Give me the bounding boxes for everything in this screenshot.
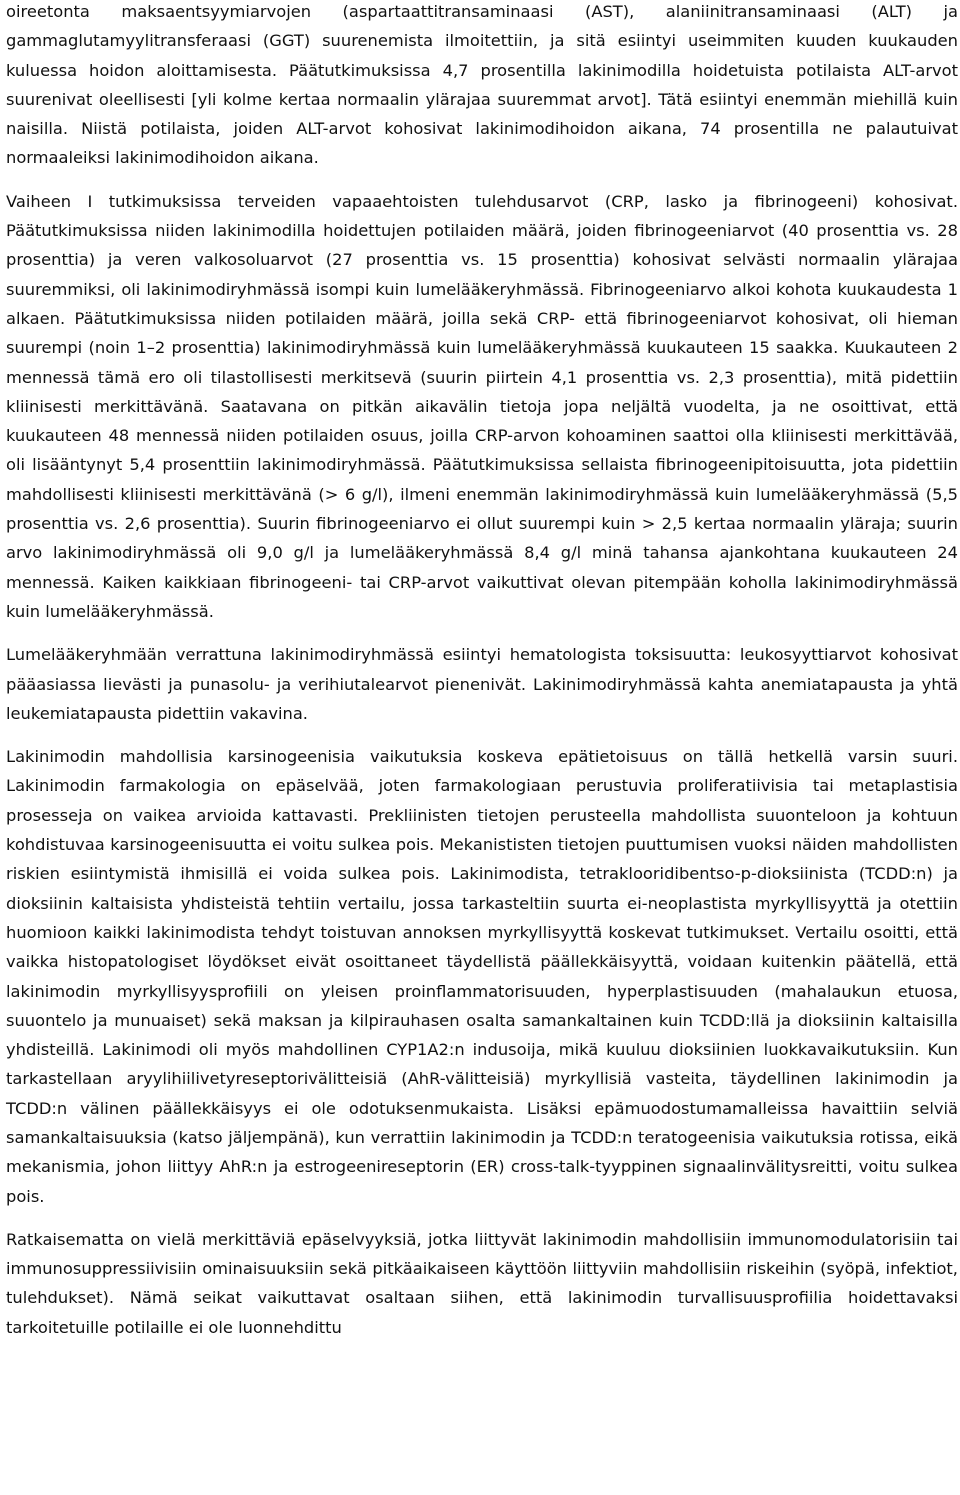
paragraph-liver-enzymes: oireetonta maksaentsyymiarvojen (aspartaattitransaminaasi (AST), alaniinitransaminaasi (ALT) ja gammaglutamyylitransferaasi (GGT) suurenemista ilmoitettiin, ja sitä esiintyi useimmiten kuuden kuukauden kuluessa hoidon aloittamisesta. Päätutkimuksissa 4,7 prosentilla lakinimodilla hoidetuista potilaista ALT-arvot suurenivat oleellisesti [yli kolme kertaa normaalin ylärajaa suuremmat arvot]. Tätä esiintyi enemmän miehillä kuin naisilla. Niistä potilaista, joiden ALT-arvot kohosivat lakinimodihoidon aikana, 74 prosentilla ne palautuivat normaaleiksi lakinimodihoidon aikana. bbox=[6, 2, 958, 168]
paragraph-immunomodulation: Ratkaisematta on vielä merkittäviä epäselvyyksiä, jotka liittyvät lakinimodin mahdollisiin immunomodulatorisiin tai immunosuppressiivisiin ominaisuuksiin sekä pitkäaikaiseen käyttöön liittyviin mahdollisiin riskeihin (syöpä, infektiot, tulehdukset). Nämä seikat vaikuttavat osaltaan siihen, että lakinimodin turvallisuusprofiilia hoidettavaksi tarkoitetuille potilaille ei ole luonnehdittu bbox=[6, 1229, 958, 1337]
document-page bbox=[6, 0, 958, 1342]
paragraph-hematologic-toxicity: Lumelääkeryhmään verrattuna lakinimodiryhmässä esiintyi hematologista toksisuutta: leukosyyttiarvot kohosivat pääasiassa lievästi ja punasolu- ja verihiutalearvot pienenivät. Lakinimodiryhmässä kahta anemiatapausta ja yhtä leukemiatapausta pidettiin vakavina. bbox=[6, 645, 958, 723]
paragraph-inflammation-markers: Vaiheen I tutkimuksissa terveiden vapaaehtoisten tulehdusarvot (CRP, lasko ja fibrinogeeni) kohosivat. Päätutkimuksissa niiden lakinimodilla hoidettujen potilaiden määrä, joiden fibrinogeeniarvot (40 prosenttia vs. 28 prosenttia) ja veren valkosoluarvot (27 prosenttia vs. 15 prosenttia) kohosivat selvästi normaalin ylärajaa suuremmiksi, oli lakinimodiryhmässä isompi kuin lumelääkeryhmässä. Fibrinogeeniarvo alkoi kohota kuukaudesta 1 alkaen. Päätutkimuksissa niiden potilaiden määrä, joilla sekä CRP- että fibrinogeeniarvot kohosivat, oli hieman suurempi (noin 1–2 prosenttia) lakinimodiryhmässä kuin lumelääkeryhmässä kuukauteen 15 saakka. Kuukauteen 2 mennessä tämä ero oli tilastollisesti merkitsevä (suurin piirtein 4,1 prosenttia vs. 2,3 prosenttia), mitä pidettiin kliinisesti merkittävänä. Saatavana on pitkän aikavälin tietoja jopa neljältä vuodelta, ja ne osoittivat, että kuukauteen 48 mennessä niiden potilaiden osuus, joilla CRP-arvon kohoaminen saattoi olla kliinisesti merkittävää, oli lisääntynyt 5,4 prosenttiin lakinimodiryhmässä. Päätutkimuksissa sellaista fibrinogeenipitoisuutta, jota pidettiin mahdollisesti kliinisesti merkittävänä (> 6 g/l), ilmeni enemmän lakinimodiryhmässä kuin lumelääkeryhmässä (5,5 prosenttia vs. 2,6 prosenttia). Suurin fibrinogeeniarvo ei ollut suurempi kuin > 2,5 kertaa normaalin yläraja; suurin arvo lakinimodiryhmässä oli 9,0 g/l ja lumelääkeryhmässä 8,4 g/l minä tahansa ajankohtana kuukauteen 24 mennessä. Kaiken kaikkiaan fibrinogeeni- tai CRP-arvot vaikuttivat olevan pitempään koholla lakinimodiryhmässä kuin lumelääkeryhmässä. bbox=[6, 191, 958, 621]
paragraph-carcinogenicity: Lakinimodin mahdollisia karsinogeenisia vaikutuksia koskeva epätietoisuus on tällä hetkellä varsin suuri. Lakinimodin farmakologia on epäselvää, joten farmakologiaan perustuvia proliferatiivisia tai metaplastisia prosesseja on vaikea arvioida kattavasti. Prekliinisten tietojen perusteella mahdollista suuonteloon ja kohtuun kohdistuvaa karsinogeenisuutta ei voitu sulkea pois. Mekanististen tietojen puuttumisen vuoksi näiden mahdollisten riskien esiintymistä ihmisillä ei voida sulkea pois. Lakinimodista, tetraklooridibentso-p-dioksiinista (TCDD:n) ja dioksiinin kaltaisista yhdisteistä tehtiin vertailu, jossa tarkasteltiin suurta ei-neoplastista myrkyllisyyttä ja otettiin huomioon kaikki lakinimodista tehdyt toistuvan annoksen myrkyllisyyttä koskevat tutkimukset. Vertailu osoitti, että vaikka histopatologiset löydökset eivät osoittaneet täydellistä päällekkäisyyttä, voidaan kuitenkin päätellä, että lakinimodin myrkyllisyysprofiili on yleisen proinflammatorisuuden, hyperplastisuuden (mahalaukun etuosa, suuontelo ja munuaiset) sekä maksan ja kilpirauhasen osalta samankaltainen kuin TCDD:llä ja dioksiinin kaltaisilla yhdisteillä. Lakinimodi oli myös mahdollinen CYP1A2:n indusoija, mikä kuuluu dioksiinien luokkavaikutuksiin. Kun tarkastellaan aryylihiilivetyreseptorivälitteisiä (AhR-välitteisiä) myrkyllisiä vasteita, täydellinen lakinimodin ja TCDD:n välinen päällekkäisyys ei ole odotuksenmukaista. Lisäksi epämuodostumamalleissa havaittiin selviä samankaltaisuuksia (katso jäljempänä), kun verrattiin lakinimodin ja TCDD:n teratogeenisia vaikutuksia rotissa, eikä mekanismia, johon liittyy AhR:n ja estrogeenireseptorin (ER) cross-talk-tyyppinen signaalinvälitysreitti, voitu sulkea pois. bbox=[6, 747, 958, 1206]
